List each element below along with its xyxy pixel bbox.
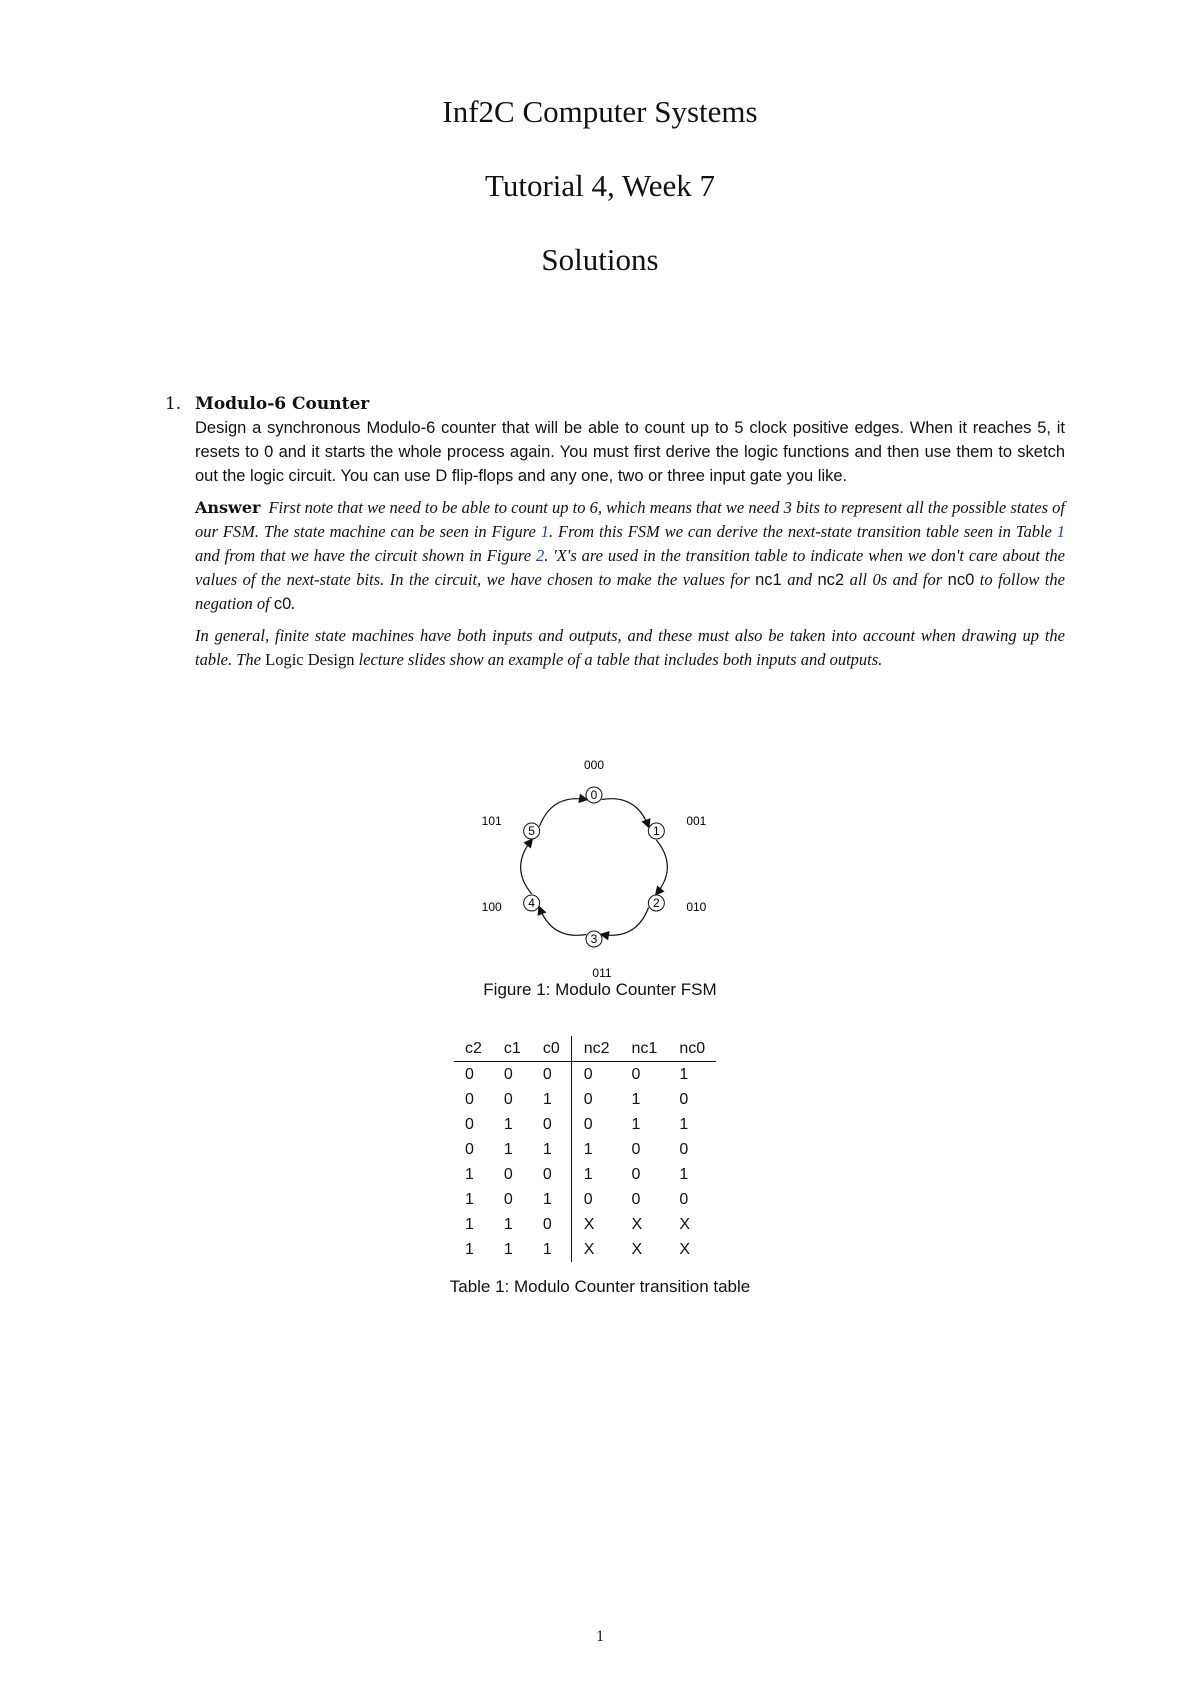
table-body (454, 1062, 716, 1263)
question-title: Modulo-6 Counter (195, 394, 370, 414)
answer-text: First note that we need to be able to count up to 6, which means that we need 3 bits to represent all the possible states of our FSM. The state machine can be seen in Figure (195, 498, 1065, 541)
figure-caption: Figure 1: Modulo Counter FSM (483, 980, 717, 999)
answer-text: Logic Design (265, 650, 355, 669)
answer-text: all 0s and for (844, 570, 948, 589)
table-row (454, 1237, 716, 1262)
course-title: Inf2C Computer Systems (442, 94, 758, 129)
figure-1-link[interactable]: 1 (540, 522, 550, 541)
subtitle: Solutions (541, 242, 659, 277)
table-cell: 0 (679, 1190, 689, 1208)
table-cell: 1 (571, 1137, 620, 1162)
signal-name: c0 (273, 595, 292, 613)
table-cell: 0 (571, 1112, 620, 1137)
column-header-nc0: nc0 (668, 1036, 716, 1062)
answer-text: lecture slides show an example of a table that includes both inputs and outputs. (354, 650, 883, 669)
table-cell: 0 (503, 1190, 513, 1208)
transition-arc (602, 799, 649, 827)
table-row (454, 1112, 716, 1137)
table-cell: 0 (542, 1115, 552, 1133)
figure-2-link[interactable]: 2 (535, 546, 545, 565)
transition-arc (539, 908, 586, 936)
answer-paragraph-2 (195, 624, 1065, 672)
table-cell: X (571, 1212, 620, 1237)
table-cell: 0 (503, 1065, 513, 1083)
transition-arc (521, 840, 532, 894)
column-header-c0: c0 (532, 1036, 571, 1062)
table-cell: 0 (542, 1215, 552, 1233)
table-row (454, 1212, 716, 1237)
signal-name: nc0 (947, 571, 975, 589)
transition-arc (656, 840, 667, 894)
column-header-nc1: nc1 (621, 1036, 669, 1062)
answer-text: and from that we have the circuit shown in Figure (195, 546, 536, 565)
state-id-label: 4 (528, 896, 535, 910)
table-cell: X (679, 1240, 690, 1258)
table-row (454, 1137, 716, 1162)
answer-paragraph (195, 496, 1065, 616)
table-cell: 0 (679, 1090, 689, 1108)
state-id-label: 0 (590, 788, 598, 802)
answer-label: Answer (195, 498, 261, 517)
answer-text: to follow the negation of (195, 570, 1065, 613)
state-id-label: 2 (653, 896, 660, 910)
table-cell: 1 (679, 1065, 689, 1083)
state-code-label: 101 (481, 814, 502, 828)
table-row (454, 1187, 716, 1212)
table-cell: 0 (571, 1062, 620, 1088)
table-cell: 0 (465, 1065, 474, 1083)
table-cell: 0 (503, 1090, 513, 1108)
fsm-states (482, 758, 707, 980)
answer-text: . 'X's are used in the transition table to indicate when we don't care about the values of the next-state bits. In the circuit, we have chosen to make the values for (195, 546, 1065, 589)
fsm-diagram (481, 758, 710, 980)
state-code-label: 010 (686, 900, 707, 914)
transition-table (454, 1036, 716, 1262)
table-cell: 0 (631, 1140, 641, 1158)
table-cell: 0 (542, 1065, 552, 1083)
signal-name: nc2 (817, 571, 845, 589)
table-cell: 1 (503, 1240, 513, 1258)
state-code-label: 000 (583, 758, 605, 772)
table-cell: 1 (465, 1215, 474, 1233)
table-header-row (454, 1036, 716, 1062)
state-code-label: 011 (592, 966, 612, 980)
state-id-label: 3 (590, 932, 598, 946)
title-block (0, 92, 1200, 314)
table-cell: 0 (571, 1087, 620, 1112)
table-row (454, 1087, 716, 1112)
table-row (454, 1162, 716, 1187)
transition-arc (539, 799, 586, 827)
table-cell: 0 (631, 1165, 641, 1183)
table-cell: 0 (631, 1190, 641, 1208)
state-code-label: 100 (481, 900, 502, 914)
transition-arc (602, 908, 649, 936)
state-code-label: 001 (686, 814, 707, 828)
table-cell: 1 (631, 1115, 641, 1133)
page-number: 1 (596, 1628, 604, 1645)
table-cell: 0 (465, 1115, 474, 1133)
question-body: Design a synchronous Modulo-6 counter that will be able to count up to 5 clock positive edges. When it reaches 5, it resets to 0 and it starts the whole process again. You must first derive the logic functions and then use them to sketch out the logic circuit. You can use D flip-flops and any one, two or three input gate you like. (195, 419, 1065, 485)
table-cell: X (571, 1237, 620, 1262)
question-section (165, 392, 1065, 672)
table-1-link[interactable]: 1 (1056, 522, 1065, 541)
table-cell: 0 (571, 1187, 620, 1212)
fsm-transitions (521, 799, 668, 936)
table-cell: X (679, 1215, 690, 1233)
column-header-nc2: nc2 (571, 1036, 620, 1062)
table-cell: 1 (571, 1162, 620, 1187)
column-header-c1: c1 (493, 1036, 532, 1062)
answer-text: and (781, 570, 818, 589)
table-cell: 1 (679, 1115, 689, 1133)
signal-name: nc1 (755, 571, 782, 589)
table-cell: 1 (503, 1140, 513, 1158)
state-id-label: 5 (528, 824, 535, 838)
question-heading (165, 392, 1065, 416)
table-cell: 1 (542, 1090, 552, 1108)
table-cell: 1 (679, 1165, 689, 1183)
table-cell: 1 (542, 1140, 552, 1158)
table-cell: 0 (542, 1165, 552, 1183)
table-cell: 1 (542, 1190, 552, 1208)
tutorial-title: Tutorial 4, Week 7 (484, 168, 715, 203)
table-cell: 1 (465, 1240, 474, 1258)
table-row (454, 1062, 716, 1088)
table-cell: 0 (465, 1140, 474, 1158)
table-cell: 1 (542, 1240, 552, 1258)
table-cell: 0 (503, 1165, 513, 1183)
table-cell: 1 (631, 1090, 641, 1108)
transition-table-wrap (454, 1036, 716, 1262)
question-number: 1. (165, 394, 182, 414)
table-caption: Table 1: Modulo Counter transition table (449, 1277, 751, 1296)
table-cell: X (631, 1215, 643, 1233)
answer-text: In general, finite state machines have both inputs and outputs, and these must also be taken into account when drawing up the table. The (195, 626, 1065, 669)
answer-text: . From this FSM we can derive the next-state transition table seen in Table (549, 522, 1057, 541)
table-cell: 0 (679, 1140, 689, 1158)
answer-text: . (291, 594, 296, 613)
table-cell: 1 (465, 1190, 474, 1208)
column-header-c2: c2 (454, 1036, 493, 1062)
table-cell: X (631, 1240, 643, 1258)
table-cell: 1 (503, 1215, 513, 1233)
state-id-label: 1 (653, 824, 660, 838)
table-cell: 1 (503, 1115, 513, 1133)
table-cell: 1 (465, 1165, 474, 1183)
table-cell: 0 (631, 1065, 641, 1083)
table-cell: 0 (465, 1090, 474, 1108)
